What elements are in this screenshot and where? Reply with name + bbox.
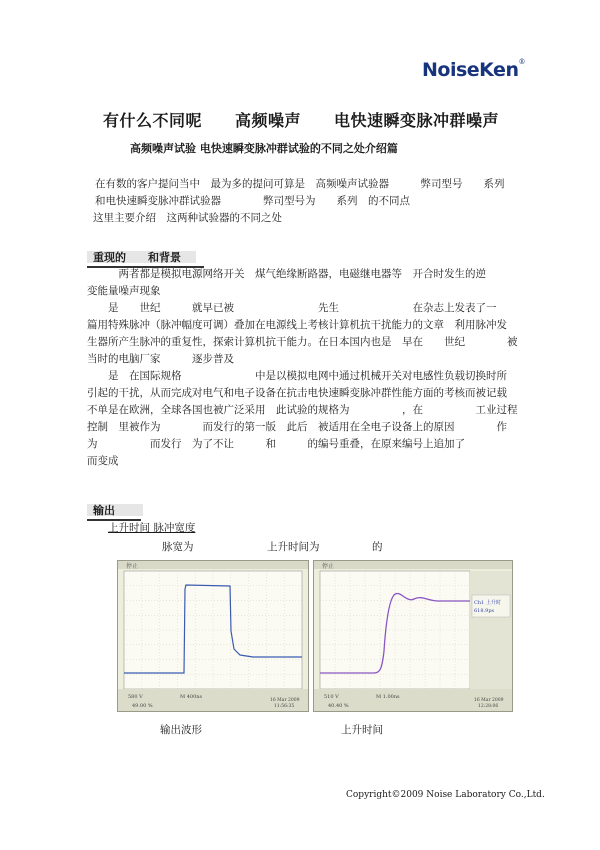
scope-left-date: 16 Mar 2009 [270, 698, 300, 703]
logo-text: NoiseKen [422, 59, 519, 81]
intro-line: 和电快速瞬变脉冲群试验器 弊司型号为 系列 的不同点 [95, 195, 410, 207]
noiseken-logo [422, 58, 526, 82]
page-subtitle: 高频噪声试验 电快速瞬变脉冲群试验的不同之处介绍篇 [130, 142, 398, 155]
intro-paragraph [95, 176, 505, 227]
section1-heading: 重现的 和背景 [87, 249, 204, 268]
body-line: 篇用特殊脉冲（脉冲幅度可调）叠加在电源线上考核计算机抗干扰能力的文章 利用脉冲发 [87, 319, 507, 331]
scope-left-timebase: M 400ns [180, 694, 203, 700]
section2-heading: 输出 [87, 502, 141, 521]
body-line: 为 而发行 为了不让 和 的编号重叠，在原来编号上追加了 [87, 438, 465, 450]
caption-output-waveform: 输出波形 [160, 724, 202, 736]
body-line: 控制 里被作为 而发行的第一版 此后 被适用在全电子设备上的原因 作 [87, 421, 507, 433]
section1-body [87, 266, 527, 470]
scope-right-top-label: 停止 [322, 563, 335, 570]
body-line: 是 在国际规格 中是以模拟电网中通过机械开关对电感性负载切换时所 [87, 370, 507, 382]
body-line: 而变成 [87, 455, 119, 467]
scope-right-timebase: M 1.00ns [376, 694, 400, 700]
section2-line: 脉宽为 上升时间为 的 [162, 541, 383, 553]
scope-right-readout-label: Ch1 上升时 [474, 600, 501, 606]
scope-right-percent: 40.40 % [328, 703, 349, 709]
intro-line: 在有数的客户提问当中 最为多的提问可算是 高频噪声试验器 弊司型号 系列 [95, 178, 505, 190]
body-line: 不单是在欧洲，全球各国也被广泛采用 此试验的规格为 ，在 工业过程 [87, 404, 518, 416]
caption-rise-time: 上升时间 [341, 724, 383, 736]
copyright-footer: Copyright©2009 Noise Laboratory Co.,Ltd. [346, 790, 545, 800]
section2-subheading: 上升时间 脉冲宽度 [108, 522, 196, 534]
logo-registered: ® [518, 58, 526, 66]
body-line: 生器所产生脉冲的重复性，探索计算机抗干能力。在日本国内也是 早在 世纪 被 [87, 336, 518, 348]
output-waveform-image [117, 560, 309, 712]
body-line: 引起的干扰，从而完成对电气和电子设备在抗击电快速瞬变脉冲群性能方面的考核而被记载 [87, 387, 507, 399]
scope-left-scale: 580 V [128, 694, 143, 700]
scope-left-top-label: 停止 [126, 563, 139, 570]
body-line: 是 世纪 就早已被 先生 在杂志上发表了一 [87, 302, 497, 314]
body-line: 变能量噪声现象 [87, 285, 161, 297]
scope-left-time: 11:56:35 [274, 704, 295, 709]
scope-right-time: 12:28:06 [478, 704, 499, 709]
scope-left-percent: 49.00 % [132, 703, 153, 709]
page-title: 有什么不同呢 高频噪声 电快速瞬变脉冲群噪声 [103, 111, 500, 130]
rise-time-image [313, 560, 513, 712]
scope-right-date: 16 Mar 2009 [474, 698, 504, 703]
intro-line: 这里主要介绍 这两种试验器的不同之处 [93, 212, 282, 224]
body-line: 两者都是模拟电源网络开关 煤气绝缘断路器，电磁继电器等 开合时发生的逆 [87, 268, 486, 280]
body-line: 当时的电脑厂家 逐步普及 [87, 353, 234, 365]
scope-right-scale: 510 V [324, 694, 339, 700]
scope-right-readout-value: 618.9ps [474, 608, 495, 614]
